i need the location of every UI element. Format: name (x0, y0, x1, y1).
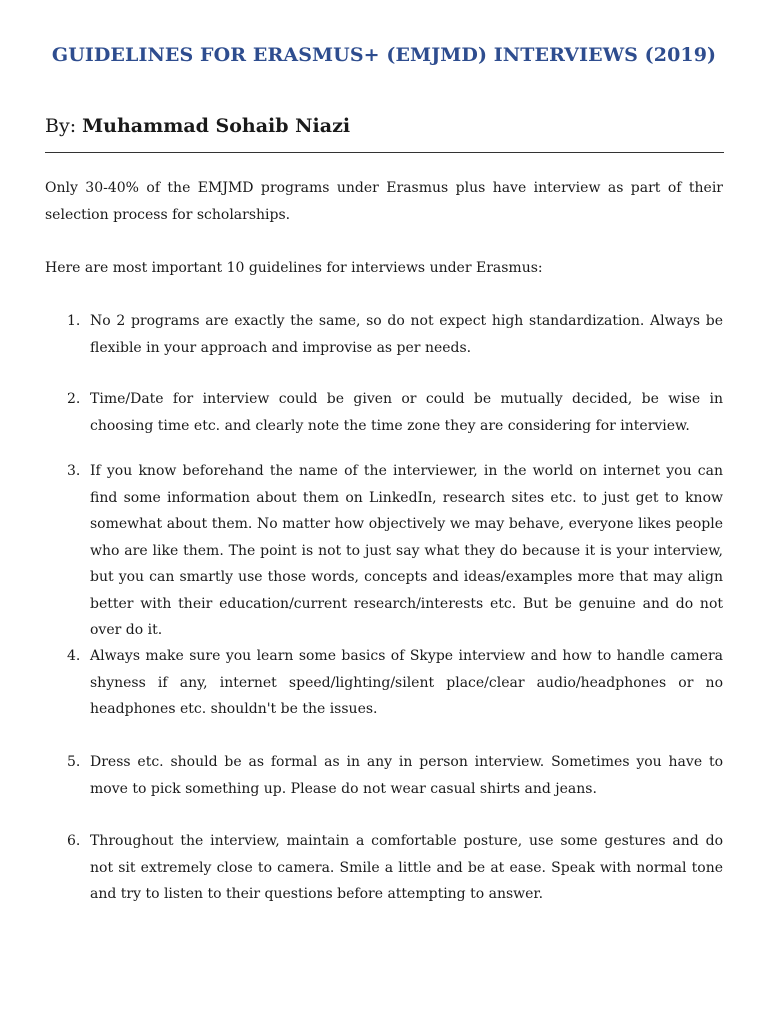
guideline-number: 4. (67, 648, 81, 664)
intro-paragraph: Only 30-40% of the EMJMD programs under Erasmus plus have interview as part of their selection process for scholarships. (45, 180, 723, 223)
guideline-number: 5. (67, 754, 81, 770)
guideline-item-5 (45, 749, 723, 802)
guideline-item-4 (45, 643, 723, 723)
byline-prefix: By: (45, 115, 83, 137)
guideline-number: 1. (67, 313, 81, 329)
guideline-item-2 (45, 386, 723, 439)
guideline-text: Throughout the interview, maintain a comfortable posture, use some gestures and do not sit extremely close to camera. Smile a little and be at ease. Speak with normal tone and try to listen to their questions before attempting to answer. (90, 833, 723, 902)
guideline-number: 6. (67, 833, 81, 849)
guideline-text: Dress etc. should be as formal as in any in person interview. Sometimes you have to move to pick something up. Please do not wear casual shirts and jeans. (90, 754, 723, 797)
guideline-number: 3. (67, 463, 81, 479)
guideline-item-6 (45, 828, 723, 908)
guideline-number: 2. (67, 391, 81, 407)
guideline-text: Time/Date for interview could be given or could be mutually decided, be wise in choosing time etc. and clearly note the time zone they are considering for interview. (90, 391, 723, 434)
guideline-text: Always make sure you learn some basics of Skype interview and how to handle camera shyness if any, internet speed/lighting/silent place/clear audio/headphones or no headphones etc. shouldn't be the issues. (90, 648, 723, 717)
lead-in-paragraph: Here are most important 10 guidelines for interviews under Erasmus: (45, 260, 543, 276)
byline (45, 115, 350, 137)
guideline-item-1 (45, 308, 723, 361)
guideline-text: If you know beforehand the name of the interviewer, in the world on internet you can find some information about them on LinkedIn, research sites etc. to just get to know somewhat about them. No matter how objectively we may behave, everyone likes people who are like them. The point is not to just say what they do because it is your interview, but you can smartly use those words, concepts and ideas/examples more that may align better with their education/current research/interests etc. But be genuine and do not over do it. (90, 463, 723, 638)
guideline-text: No 2 programs are exactly the same, so do not expect high standardization. Always be flexible in your approach and improvise as per needs. (90, 313, 723, 356)
header-divider (45, 152, 724, 153)
document-title: GUIDELINES FOR ERASMUS+ (EMJMD) INTERVIEWS (2019) (51, 44, 717, 66)
guideline-item-3 (45, 458, 723, 644)
author-name: Muhammad Sohaib Niazi (82, 115, 351, 137)
